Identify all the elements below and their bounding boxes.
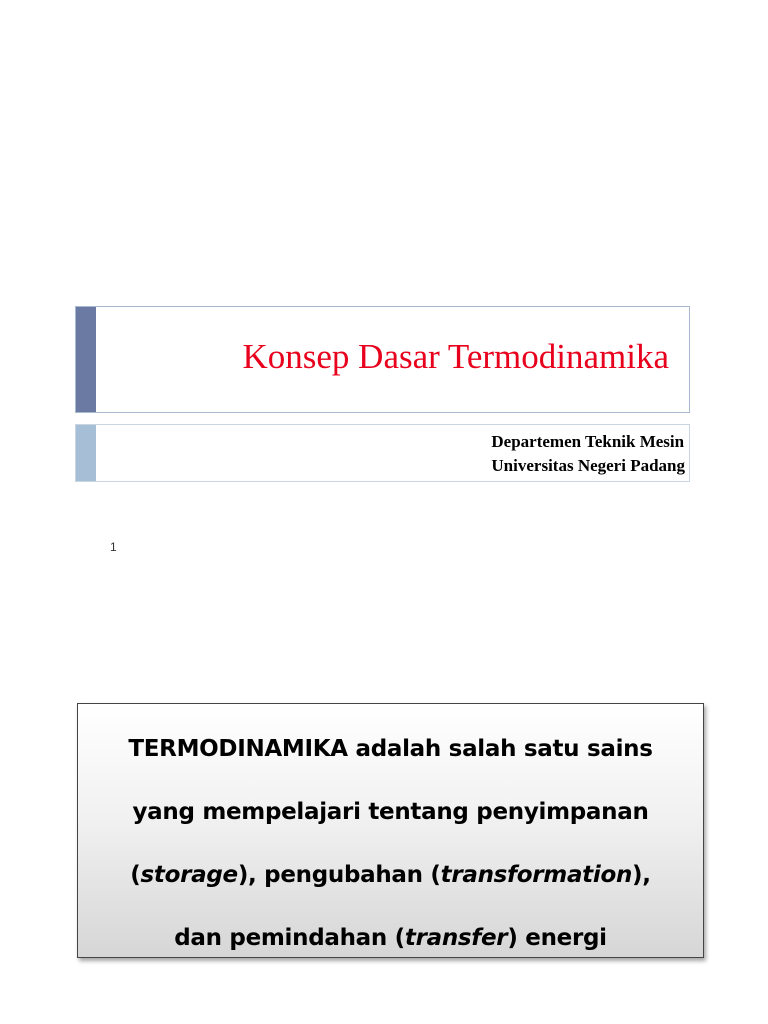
term-transformation: transformation: [440, 862, 633, 888]
term-transfer: transfer: [404, 925, 508, 951]
paren-close: ),: [632, 862, 651, 888]
title-box: [75, 306, 690, 413]
definition-line-2: yang mempelajari tentang penyimpanan: [132, 799, 649, 825]
definition-text: [78, 718, 703, 970]
title-accent-bar: [76, 307, 96, 412]
department-name: Departemen Teknik Mesin: [491, 432, 685, 451]
text-energi: ) energi: [507, 925, 607, 951]
affiliation-box: [75, 424, 690, 482]
slide-title: Konsep Dasar Termodinamika: [242, 337, 669, 376]
university-name: Universitas Negeri Padang: [491, 456, 685, 475]
definition-line-4: [78, 907, 703, 970]
page-number: 1: [110, 540, 117, 554]
affiliation-text: [491, 430, 685, 478]
definition-box: [77, 703, 704, 958]
affiliation-accent-bar: [76, 425, 96, 481]
text-pemindahan: dan pemindahan (: [174, 925, 405, 951]
definition-line-1: TERMODINAMIKA adalah salah satu sains: [128, 736, 653, 762]
term-storage: storage: [140, 862, 238, 888]
paren-open: (: [130, 862, 141, 888]
definition-line-3: [78, 844, 703, 907]
text-pengubahan: ), pengubahan (: [237, 862, 441, 888]
